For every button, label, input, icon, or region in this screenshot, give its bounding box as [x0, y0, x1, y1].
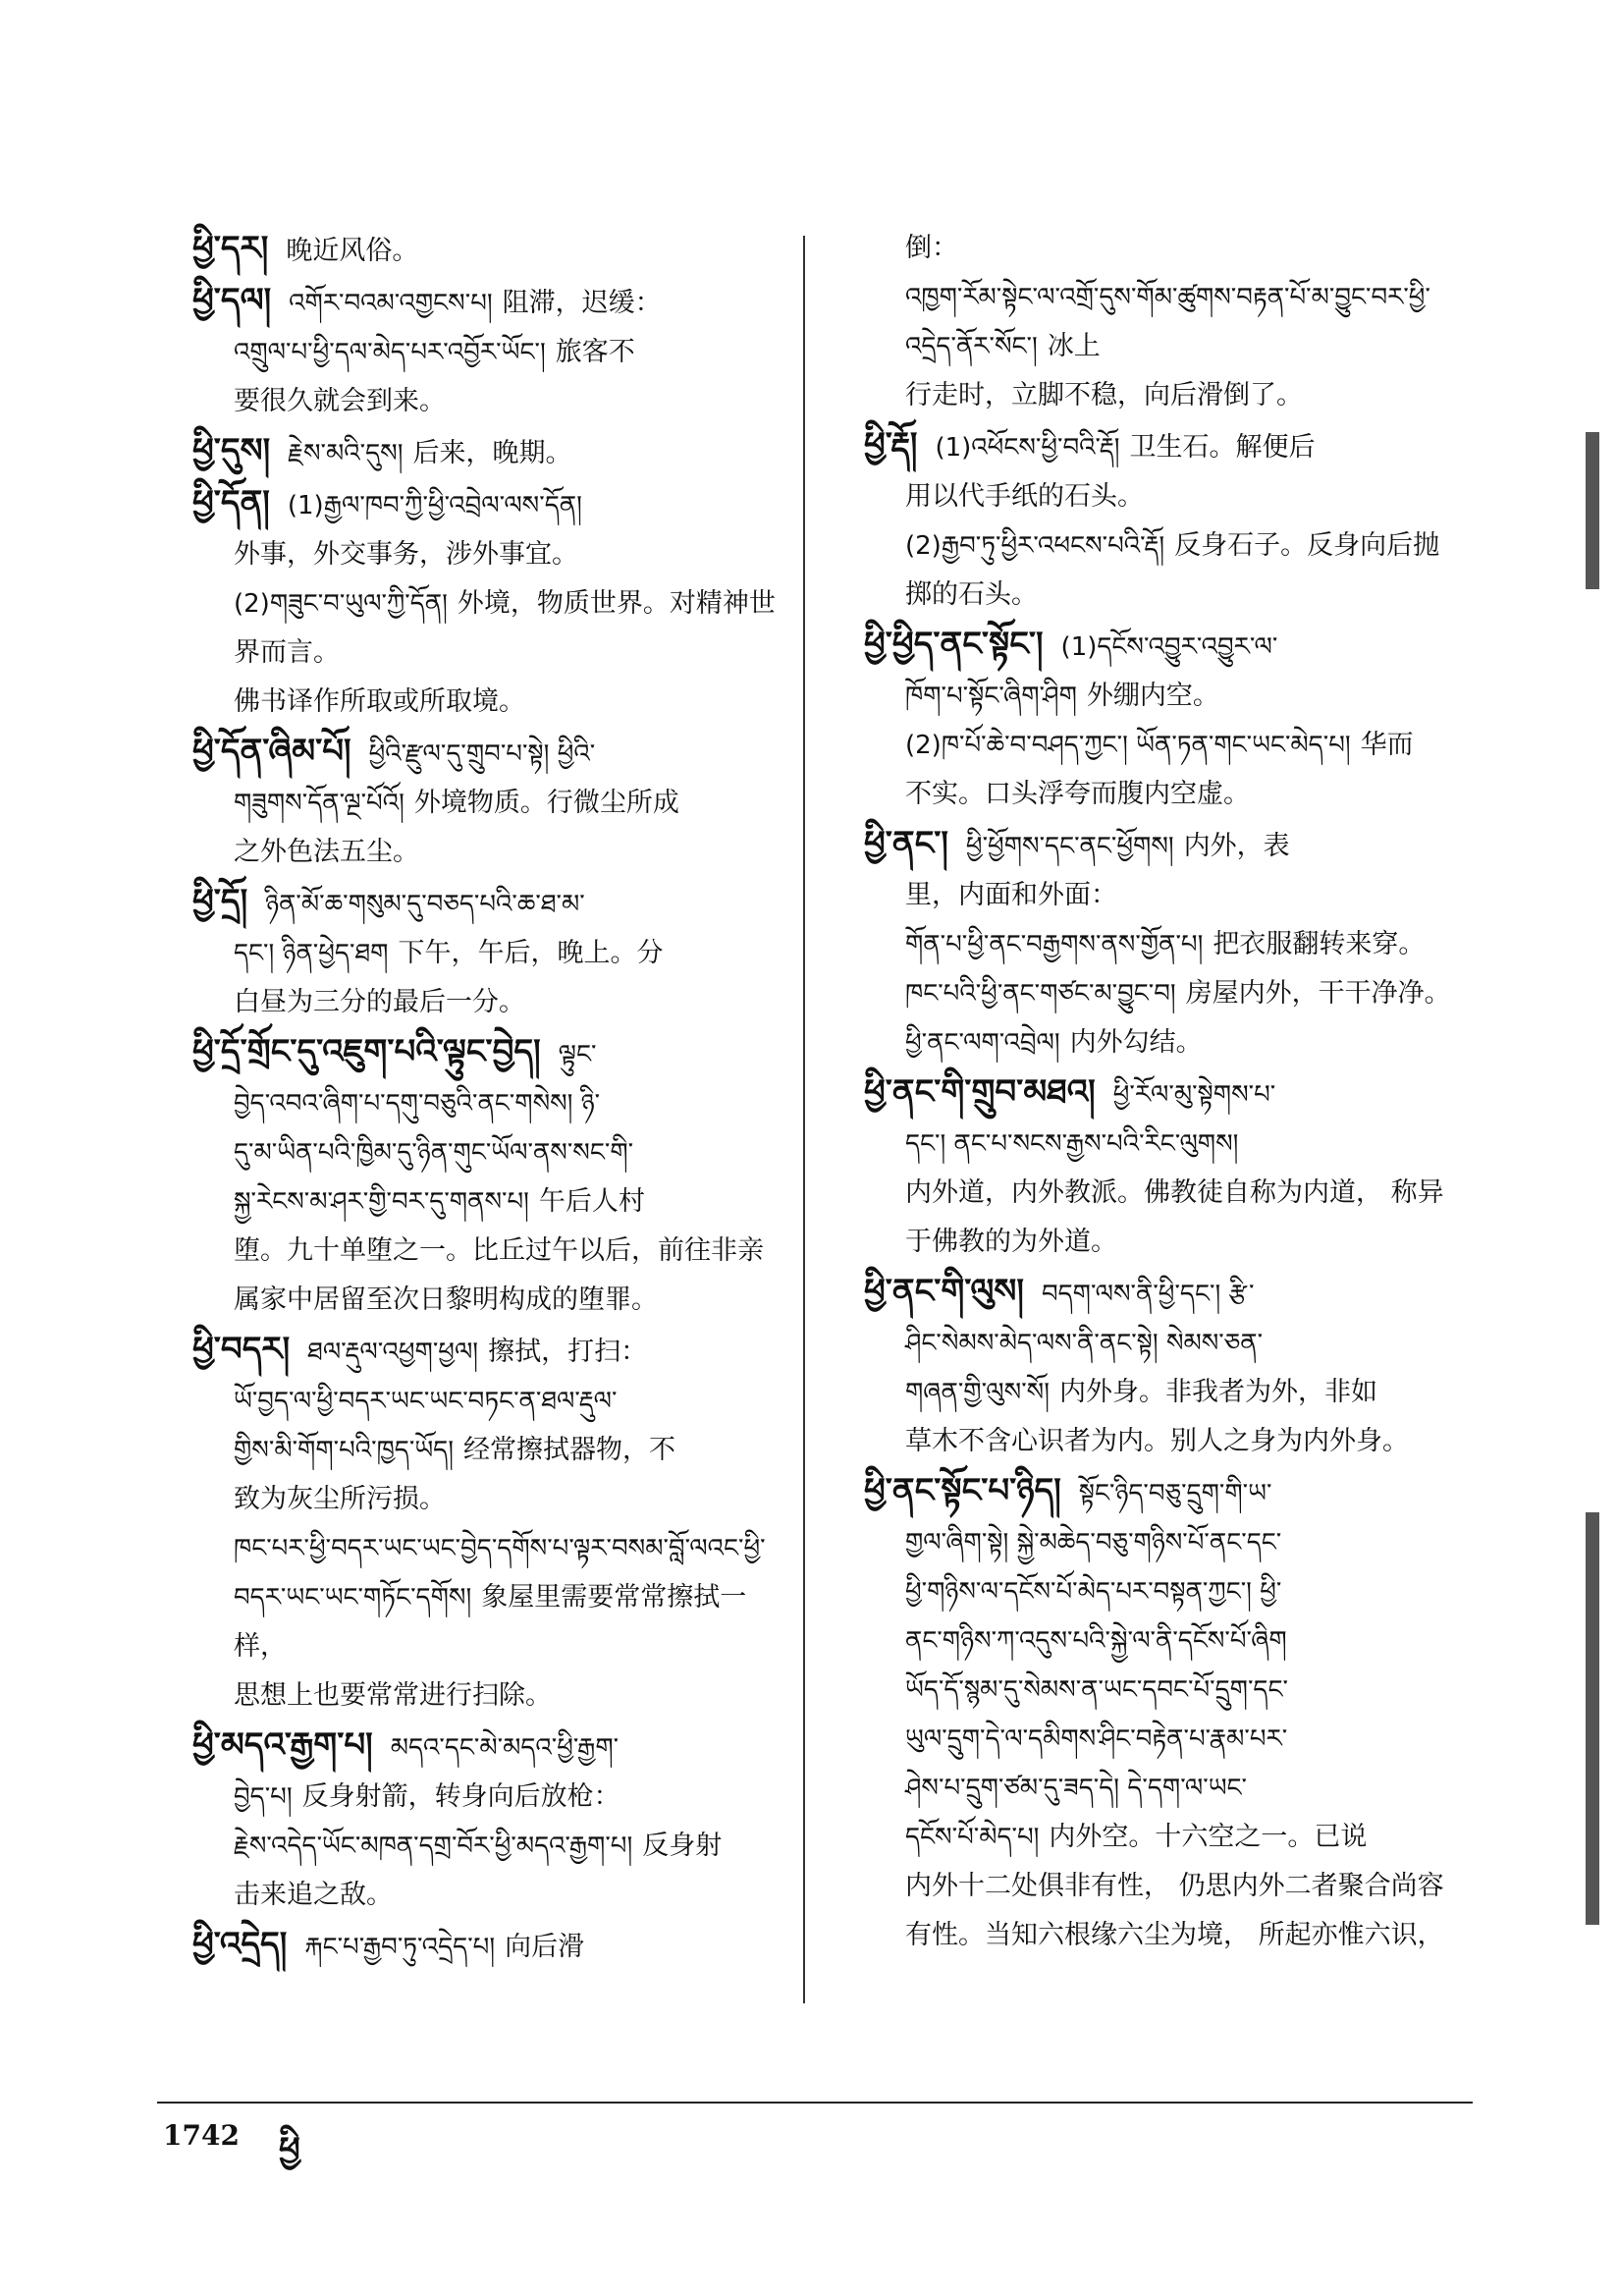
entry-continuation-line — [864, 969, 1463, 1018]
entry-continuation-line — [192, 1177, 791, 1227]
entry-chinese-text: 下午，午后，晚上。分 — [398, 938, 664, 968]
entry-chinese-gloss: 晚近风俗。 — [286, 236, 419, 266]
entry-tibetan-definition: ཐལ་རྡུལ་འཕྱག་ཕྱལ། — [307, 1338, 479, 1367]
entry-continuation-line — [192, 1377, 791, 1426]
entry-continuation-line — [192, 1671, 791, 1721]
entry-continuation-line — [192, 579, 791, 678]
entry-continuation-line — [864, 273, 1463, 371]
entry-chinese-text: 内外道，内外教派。佛教徒自称为内道， 称异 — [905, 1177, 1444, 1208]
footer-rule — [157, 2102, 1473, 2104]
dictionary-entry — [192, 1325, 791, 1377]
entry-tibetan-definition: རྗེས་མའི་དུས། — [288, 439, 404, 468]
entry-continuation-line — [864, 1764, 1463, 1813]
dictionary-entry — [864, 1067, 1463, 1120]
entry-headword: ཕྱི་དྲོ། — [192, 882, 248, 921]
entry-tibetan-text: དང་། ཉིན་ཕྱེད་ཐག — [234, 939, 389, 968]
entry-continuation-line — [192, 1079, 791, 1128]
entry-tibetan-text: ཁོག་པ་སྟོང་ཞིག་ཤིག — [905, 682, 1077, 711]
entry-continuation-line — [864, 770, 1463, 819]
entry-tibetan-definition: འགོར་བའམ་འགྱངས་པ། — [289, 289, 493, 318]
entry-chinese-gloss: 卫生石。解便后 — [1129, 432, 1316, 463]
entry-tibetan-definition: ཕྱི་ཕྱོགས་དང་ནང་ཕྱོགས། — [965, 832, 1174, 861]
dictionary-entry — [192, 426, 791, 478]
entry-tibetan-text: ཕྱི་གཉིས་ལ་དངོས་པོ་མེད་པར་བསྟན་ཀྱང་། ཕྱི་ — [905, 1577, 1282, 1607]
entry-tibetan-definition: སྟོང་ཉིད་བཅུ་དྲུག་གི་ཡ་ — [1078, 1479, 1272, 1508]
entry-continuation-line — [864, 1018, 1463, 1067]
entry-continuation-line — [864, 1567, 1463, 1616]
entry-continuation-line — [864, 224, 1463, 273]
entry-continuation-line — [192, 779, 791, 828]
entry-chinese-text: 有性。当知六根缘六尘为境， 所起亦惟六识， — [905, 1920, 1444, 1950]
entry-continuation-line — [864, 1616, 1463, 1666]
entry-tibetan-text: (2)ཁ་པོ་ཆེ་བ་བཤད་ཀྱང་། ཡོན་ཏན་གང་ཡང་མེད་པ། — [905, 731, 1351, 760]
entry-tibetan-text: གཞན་གྱི་ལུས་སོ། — [905, 1378, 1050, 1407]
entry-headword: ཕྱི་ནང་གི་གྲུབ་མཐའ། — [864, 1072, 1096, 1112]
entry-chinese-text: 内外空。十六空之一。已说 — [1049, 1822, 1368, 1852]
entry-chinese-text: 里，内面和外面： — [905, 880, 1117, 910]
entry-headword: ཕྱི་རྡོ། — [864, 425, 918, 465]
entry-chinese-text: 反身射箭，转身向后放枪： — [301, 1781, 620, 1812]
entry-tibetan-text: ཤེས་པ་དྲུག་ཙམ་དུ་ཟད་དེ། དེ་དག་ལ་ཡང་ — [905, 1774, 1248, 1803]
entry-tibetan-text: ཡོ་བྱད་ལ་ཕྱི་བདར་ཡང་ཡང་བཏང་ན་ཐལ་རྡུལ་ — [234, 1387, 618, 1416]
entry-continuation-line — [192, 1773, 791, 1822]
entry-chinese-text: 用以代手纸的石头。 — [905, 481, 1144, 512]
entry-headword: ཕྱི་མདའ་རྒྱག་པ། — [192, 1725, 373, 1765]
entry-continuation-line — [192, 828, 791, 877]
entry-chinese-text: 内外勾结。 — [1069, 1027, 1203, 1058]
left-column — [192, 224, 791, 1972]
entry-chinese-text: 冰上 — [1047, 331, 1101, 361]
entry-chinese-text: 白昼为三分的最后一分。 — [234, 987, 525, 1017]
entry-continuation-line — [864, 920, 1463, 969]
entry-chinese-text: 外境，物质世界。对精神世界而言。 — [234, 588, 776, 668]
entry-tibetan-text: ཕྱི་ནང་ལག་འབྲེལ། — [905, 1028, 1060, 1058]
entry-continuation-line — [864, 871, 1463, 920]
entry-chinese-text: 房屋内外，干干净净。 — [1185, 978, 1451, 1009]
entry-chinese-text: 击来追之敌。 — [234, 1880, 393, 1910]
entry-tibetan-definition: (1)འཕོངས་ཕྱི་བའི་རྡོ། — [935, 433, 1120, 463]
entry-tibetan-text: གོན་པ་ཕྱི་ནང་བརྒྱགས་ནས་གྱོན་པ། — [905, 930, 1204, 959]
entry-continuation-line — [864, 672, 1463, 721]
dictionary-entry — [192, 1721, 791, 1773]
entry-headword: ཕྱི་ཕྱིད་ནང་སྟོང་། — [864, 625, 1044, 664]
entry-tibetan-definition: ཕྱིའི་རྫུལ་དུ་གྲུབ་པ་སྟེ། ཕྱིའི་ — [368, 739, 596, 769]
entry-continuation-line — [864, 1368, 1463, 1417]
entry-chinese-text: 要很久就会到来。 — [234, 386, 446, 416]
entry-continuation-line — [864, 1218, 1463, 1267]
entry-chinese-text: 旅客不 — [555, 337, 635, 367]
entry-continuation-line — [864, 1911, 1463, 1960]
entry-tibetan-text: གྱལ་ཞིག་སྟེ། སྐྱེ་མཆེད་བཅུ་གཉིས་པོ་ནང་དང་ — [905, 1528, 1282, 1558]
entry-chinese-text: 午后人村 — [538, 1186, 645, 1217]
entry-tibetan-text: དང་། ནང་པ་སངས་རྒྱས་པའི་རིང་ལུགས། — [905, 1129, 1239, 1159]
entry-chinese-text: 华而 — [1360, 730, 1414, 760]
entry-chinese-text: 经常擦拭器物，不 — [463, 1435, 675, 1465]
entry-headword: ཕྱི་ནང་གི་ལུས། — [864, 1272, 1024, 1311]
entry-chinese-text: 象屋里需要常常擦拭一样， — [234, 1582, 747, 1662]
entry-headword: ཕྱི་དལ། — [192, 281, 272, 320]
entry-chinese-text: 行走时，立脚不稳，向后滑倒了。 — [905, 380, 1303, 410]
entry-continuation-line — [192, 929, 791, 978]
entry-headword: ཕྱི་དོན་ཞིམ་པོ། — [192, 732, 351, 771]
dictionary-entry — [192, 1920, 791, 1972]
entry-continuation-line — [192, 1128, 791, 1177]
entry-tibetan-text: ནང་གཉིས་ཀ་འདུས་པའི་སྐྱེ་ལ་ནི་དངོས་པོ་ཞིག — [905, 1626, 1287, 1656]
entry-tibetan-text: འཁྱག་རོམ་སྟེང་ལ་འགྲོ་དུས་གོམ་ཚུགས་བརྟན་པོ་མ་བྱུང་བར་ཕྱི་འདྲེད་ནོར་སོང་། — [905, 283, 1430, 361]
scan-edge-marks — [1578, 39, 1607, 2249]
dictionary-entry — [864, 1267, 1463, 1319]
dictionary-entry — [192, 478, 791, 530]
entry-chinese-gloss: 阻滞，迟缓： — [502, 288, 662, 318]
entry-continuation-line — [192, 1871, 791, 1920]
entry-continuation-line — [192, 377, 791, 426]
entry-chinese-gloss: 后来，晚期。 — [412, 438, 572, 468]
entry-tibetan-text: གཟུགས་དོན་ལྔ་པོའོ། — [234, 789, 404, 818]
entry-continuation-line — [192, 328, 791, 377]
dictionary-entry — [864, 1466, 1463, 1518]
entry-headword: ཕྱི་ནང་། — [864, 824, 948, 863]
entry-chinese-text: 属家中居留至次日黎明构成的堕罪。 — [234, 1285, 658, 1315]
column-divider — [803, 236, 805, 2003]
entry-headword: ཕྱི་དྲོ་གྲོང་དུ་འཇུག་པའི་ལྟུང་བྱེད། — [192, 1032, 541, 1071]
entry-headword: ཕྱི་འདྲེད། — [192, 1925, 288, 1964]
entry-chinese-text: 外绷内空。 — [1086, 681, 1219, 711]
entry-tibetan-definition: རྐང་པ་རྒྱབ་ཏུ་འདྲེད་པ། — [304, 1933, 496, 1962]
entry-tibetan-text: ཁང་པར་ཕྱི་བདར་ཡང་ཡང་བྱེད་དགོས་པ་ལྟར་བསམ་བློ་ལའང་ཕྱི་བདར་ཡང་ཡང་གཏོང་དགོས། — [234, 1534, 766, 1613]
dictionary-entry — [864, 420, 1463, 472]
entry-tibetan-definition: (1)དངོས་འབྱུར་འབྱུར་ལ་ — [1060, 632, 1278, 662]
entry-tibetan-definition: (1)རྒྱལ་ཁབ་ཀྱི་ཕྱི་འབྲེལ་ལས་དོན། — [287, 491, 582, 520]
entry-tibetan-text: གྱིས་མི་གོག་པའི་ཁྱད་ཡོད། — [234, 1436, 454, 1465]
entry-tibetan-text: བྱེད་པ། — [234, 1782, 293, 1812]
entry-continuation-line — [864, 1862, 1463, 1911]
entry-continuation-line — [192, 1276, 791, 1325]
entry-chinese-text: 致为灰尘所污损。 — [234, 1484, 446, 1514]
entry-tibetan-definition: མདའ་དང་མེ་མདའ་ཕྱི་རྒྱག་ — [390, 1733, 620, 1763]
entry-chinese-text: 佛书译作所取或所取境。 — [234, 686, 525, 717]
entry-tibetan-text: (2)གཟུང་བ་ཡུལ་ཀྱི་དོན། — [234, 589, 448, 619]
entry-headword: ཕྱི་བདར། — [192, 1330, 291, 1369]
entry-tibetan-text: སྐྱ་རེངས་མ་ཤར་གྱི་བར་དུ་གནས་པ། — [234, 1187, 529, 1217]
entry-tibetan-text: དུ་མ་ཡིན་པའི་ཁྱིམ་དུ་ཉིན་གུང་ཡོལ་ནས་སང་གི་ — [234, 1138, 634, 1168]
entry-chinese-text: 之外色法五尘。 — [234, 837, 419, 867]
entry-continuation-line — [864, 1666, 1463, 1715]
entry-headword: ཕྱི་ནང་སྟོང་པ་ཉིད། — [864, 1471, 1061, 1510]
entry-chinese-text: 不实。口头浮夸而腹内空虚。 — [905, 779, 1250, 809]
entry-chinese-text: 外境物质。行微尘所成 — [413, 788, 679, 818]
entry-tibetan-definition: ཉིན་མོ་ཆ་གསུམ་དུ་བཅད་པའི་ཆ་ཐ་མ་ — [265, 890, 585, 919]
entry-continuation-line — [864, 371, 1463, 420]
entry-continuation-line — [864, 1120, 1463, 1169]
entry-headword: ཕྱི་དུས། — [192, 431, 271, 470]
entry-continuation-line — [864, 1518, 1463, 1567]
entry-chinese-text: 思想上也要常常进行扫除。 — [234, 1680, 552, 1711]
entry-tibetan-definition: ལྟུང་ — [558, 1040, 597, 1069]
dictionary-entry — [192, 877, 791, 929]
entry-tibetan-text: ཁང་པའི་ཕྱི་ནང་གཙང་མ་བྱུང་བ། — [905, 979, 1176, 1009]
entry-chinese-text: 于佛教的为外道。 — [905, 1227, 1117, 1257]
entry-chinese-text: 外事，外交事务，涉外事宜。 — [234, 539, 578, 570]
entry-tibetan-text: འགྲུལ་པ་ཕྱི་དལ་མེད་པར་འབྱོར་ཡོང་། — [234, 338, 546, 367]
right-column — [864, 224, 1463, 1960]
dictionary-entry — [192, 1027, 791, 1079]
entry-tibetan-text: བྱེད་འབའ་ཞིག་པ་དགུ་བཅུའི་ནང་གསེས། ཉི་ — [234, 1089, 601, 1119]
entry-continuation-line — [192, 1475, 791, 1524]
entry-headword: ཕྱི་དོན། — [192, 483, 270, 522]
entry-continuation-line — [864, 521, 1463, 620]
entry-chinese-text: 反身石子。反身向后抛掷的石头。 — [905, 530, 1440, 610]
entry-chinese-text: 堕。九十单堕之一。比丘过午以后，前往非亲 — [234, 1235, 764, 1266]
dictionary-entry — [864, 620, 1463, 672]
entry-chinese-text: 草木不含心识者为内。别人之身为内外身。 — [905, 1426, 1409, 1456]
dictionary-entry — [192, 224, 791, 276]
dictionary-entry — [192, 727, 791, 779]
entry-continuation-line — [864, 721, 1463, 770]
entry-chinese-text: 把衣服翻转来穿。 — [1213, 929, 1426, 959]
running-head: ཕྱི — [279, 2130, 300, 2169]
entry-tibetan-definition: ཕྱི་རོལ་མུ་སྟེགས་པ་ — [1112, 1080, 1276, 1110]
dictionary-entry — [864, 819, 1463, 871]
entry-continuation-line — [192, 1426, 791, 1475]
entry-continuation-line — [864, 1319, 1463, 1368]
entry-continuation-line — [192, 978, 791, 1027]
entry-chinese-gloss: 擦拭，打扫： — [488, 1337, 648, 1367]
dictionary-entry — [192, 276, 791, 328]
entry-continuation-line — [864, 1715, 1463, 1764]
entry-continuation-line — [864, 1417, 1463, 1466]
entry-tibetan-text: དངོས་པོ་མེད་པ། — [905, 1823, 1040, 1852]
entry-tibetan-text: ཡུལ་དྲུག་དེ་ལ་དམིགས་ཤིང་བརྟེན་པ་རྣམ་པར་ — [905, 1724, 1288, 1754]
entry-chinese-text: 内外身。非我者为外，非如 — [1058, 1377, 1377, 1407]
entry-chinese-text: 倒： — [905, 233, 958, 263]
entry-chinese-text: 内外十二处俱非有性， 仍思内外二者聚合尚容 — [905, 1871, 1444, 1901]
entry-continuation-line — [192, 530, 791, 579]
entry-continuation-line — [192, 1822, 791, 1871]
entry-tibetan-text: རྗེས་འདེད་ཡོང་མཁན་དགྲ་བོར་ཕྱི་མདའ་རྒྱག་པ། — [234, 1831, 633, 1861]
entry-continuation-line — [192, 678, 791, 727]
entry-chinese-gloss: 内外，表 — [1183, 831, 1290, 861]
entry-tibetan-text: (2)རྒྱབ་ཏུ་ཕྱིར་འཕངས་པའི་རྡོ། — [905, 531, 1165, 561]
entry-continuation-line — [192, 1524, 791, 1671]
entry-chinese-gloss: 向后滑 — [505, 1932, 585, 1962]
entry-tibetan-text: ཤིང་སེམས་མེད་ལས་ནི་ནང་སྟེ། སེམས་ཅན་ — [905, 1329, 1264, 1358]
entry-tibetan-text: ཡོད་དོ་སྙམ་དུ་སེམས་ན་ཡང་དབང་པོ་དྲུག་དང་ — [905, 1675, 1288, 1705]
entry-continuation-line — [864, 1169, 1463, 1218]
entry-continuation-line — [864, 472, 1463, 521]
entry-chinese-text: 反身射 — [642, 1831, 723, 1861]
entry-continuation-line — [192, 1227, 791, 1276]
entry-tibetan-definition: བདག་ལས་ནི་ཕྱི་དང་། རྩི་ — [1041, 1280, 1255, 1309]
entry-headword: ཕྱི་དར། — [192, 229, 269, 268]
entry-continuation-line — [864, 1813, 1463, 1862]
page-number: 1742 — [163, 2119, 240, 2152]
